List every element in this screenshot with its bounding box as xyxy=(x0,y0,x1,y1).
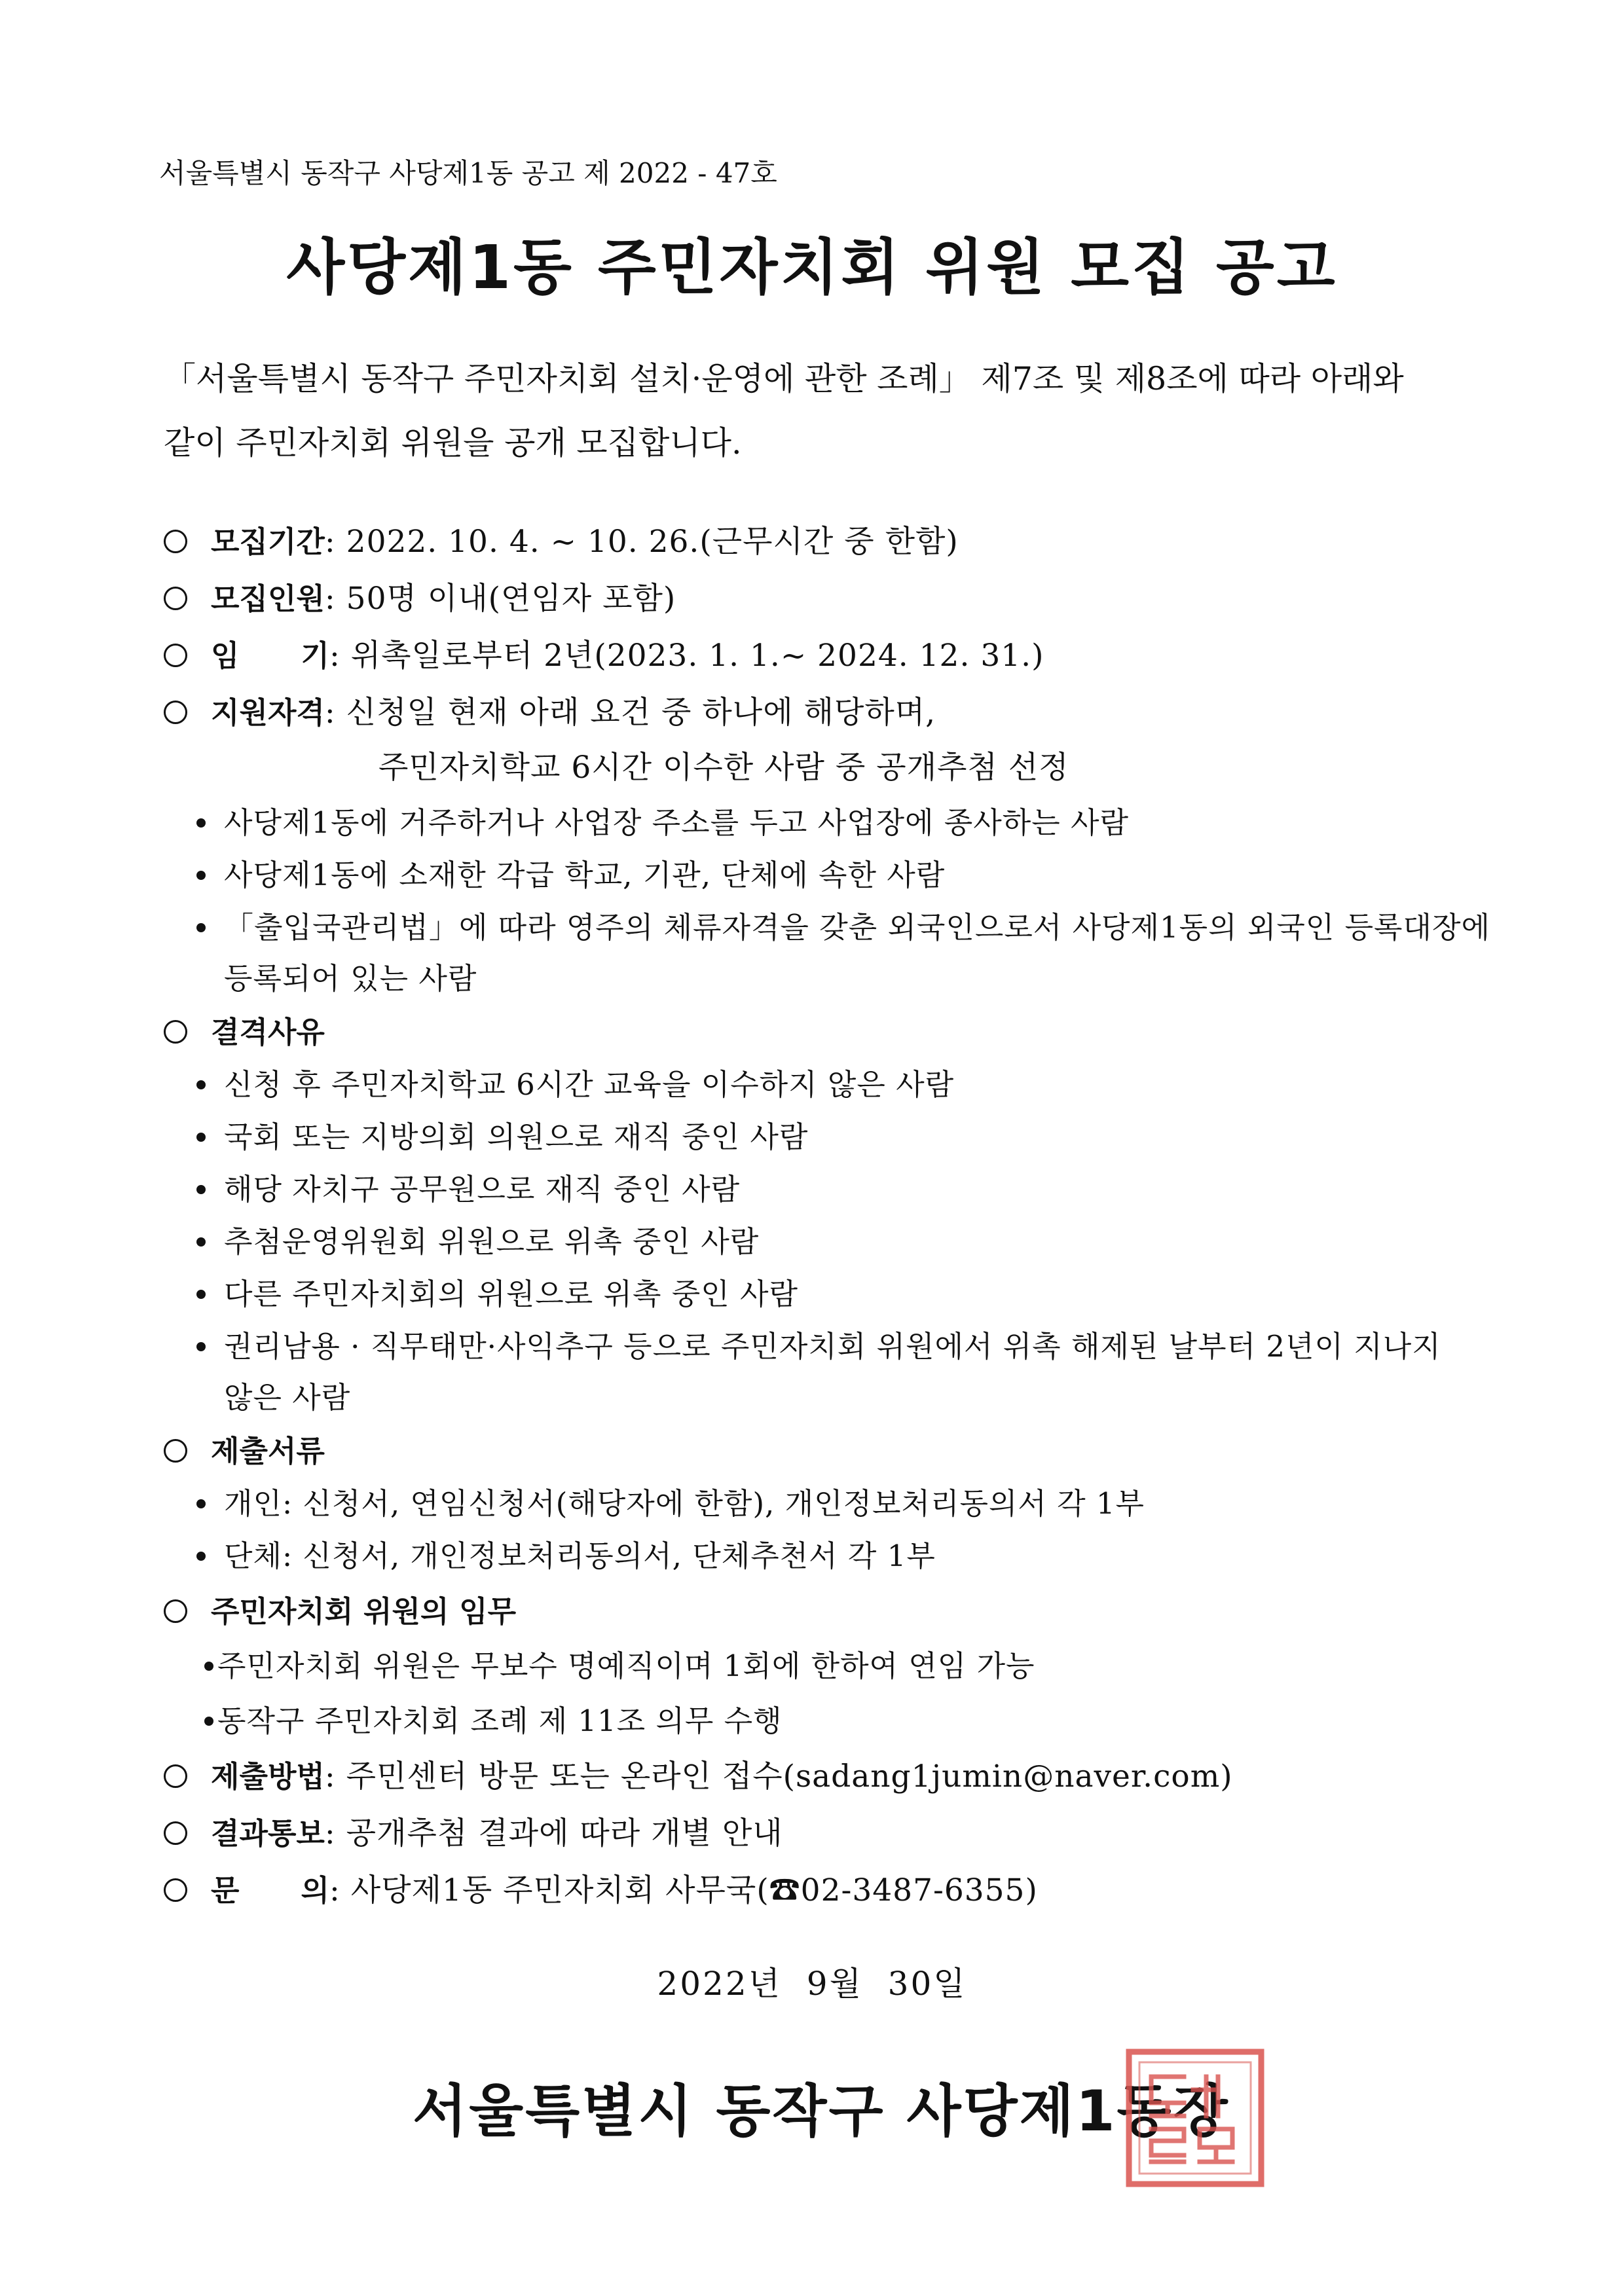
circle-bullet-icon xyxy=(164,644,187,667)
bullet-dot-icon xyxy=(196,923,206,932)
section-term xyxy=(164,631,1044,675)
number-label: 모집인원 xyxy=(211,581,325,616)
bullet-dot-icon xyxy=(196,1499,206,1508)
list-item: 신청 후 주민자치학교 6시간 교육을 이수하지 않은 사람 xyxy=(196,1061,954,1103)
page-title: 사당제1동 주민자치회 위원 모집 공고 xyxy=(286,232,1338,302)
list-item: 사당제1동에 거주하거나 사업장 주소를 두고 사업장에 종사하는 사람 xyxy=(196,799,1129,841)
list-item-continuation: 등록되어 있는 사람 xyxy=(224,961,477,996)
section-duties xyxy=(164,1588,516,1630)
bullet-dot-icon xyxy=(196,1080,206,1089)
list-item: 주민자치회 위원은 무보수 명예직이며 1회에 한하여 연임 가능 xyxy=(204,1642,1035,1685)
list-item: 해당 자치구 공무원으로 재직 중인 사람 xyxy=(196,1165,740,1208)
result-value: : 공개추첨 결과에 따라 개별 안내 xyxy=(324,1815,783,1851)
list-item: 사당제1동에 소재한 각급 학교, 기관, 단체에 속한 사람 xyxy=(196,851,945,894)
section-result xyxy=(164,1809,783,1853)
bullet-dot-icon xyxy=(204,1662,213,1671)
section-documents xyxy=(164,1427,325,1470)
bullet-dot-icon xyxy=(196,1237,206,1247)
period-value: : 2022. 10. 4. ~ 10. 26.(근무시간 중 한함) xyxy=(324,524,959,560)
official-seal-icon xyxy=(1120,2043,1270,2193)
circle-bullet-icon xyxy=(164,1764,187,1788)
list-item: 추첨운영위원회 위원으로 위촉 중인 사람 xyxy=(196,1218,759,1260)
notice-number: 서울특별시 동작구 사당제1동 공고 제 2022 - 47호 xyxy=(159,157,777,189)
qualification-value: : 신청일 현재 아래 요건 중 하나에 해당하며, xyxy=(324,695,936,731)
period-label: 모집기간 xyxy=(211,524,325,559)
method-value: : 주민센터 방문 또는 온라인 접수(sadang1jumin@naver.com) xyxy=(324,1758,1233,1795)
signatory: 서울특별시 동작구 사당제1동장 xyxy=(413,2079,1230,2144)
list-item: 동작구 주민자치회 조례 제 11조 의무 수행 xyxy=(204,1697,783,1740)
circle-bullet-icon xyxy=(164,530,187,553)
list-item: 개인: 신청서, 연임신청서(해당자에 한함), 개인정보처리동의서 각 1부 xyxy=(196,1480,1145,1522)
intro-paragraph xyxy=(164,347,1467,475)
bullet-dot-icon xyxy=(196,1342,206,1351)
method-label: 제출방법 xyxy=(211,1759,325,1794)
disqualification-label: 결격사유 xyxy=(211,1015,325,1049)
circle-bullet-icon xyxy=(164,1878,187,1902)
term-value: : 위촉일로부터 2년(2023. 1. 1.~ 2024. 12. 31.) xyxy=(329,638,1044,674)
list-item: 단체: 신청서, 개인정보처리동의서, 단체추천서 각 1부 xyxy=(196,1532,936,1575)
circle-bullet-icon xyxy=(164,1439,187,1463)
intro-line-2: 같이 주민자치회 위원을 공개 모집합니다. xyxy=(164,424,742,462)
circle-bullet-icon xyxy=(164,1020,187,1044)
section-disqualification xyxy=(164,1008,325,1051)
section-method xyxy=(164,1752,1233,1796)
qualification-label: 지원자격 xyxy=(211,695,325,730)
bullet-dot-icon xyxy=(196,818,206,828)
result-label: 결과통보 xyxy=(211,1816,325,1851)
section-qualification xyxy=(164,688,936,732)
documents-label: 제출서류 xyxy=(211,1434,325,1468)
inquiry-value: : 사당제1동 주민자치회 사무국(☎02-3487-6355) xyxy=(329,1872,1038,1908)
circle-bullet-icon xyxy=(164,701,187,724)
list-item: 국회 또는 지방의회 의원으로 재직 중인 사람 xyxy=(196,1113,808,1156)
section-period xyxy=(164,517,959,561)
list-item-continuation: 않은 사람 xyxy=(224,1380,351,1415)
list-item: 권리남용 · 직무태만·사익추구 등으로 주민자치회 위원에서 위촉 해제된 날부터 2년이 지나지 xyxy=(196,1322,1441,1365)
number-value: : 50명 이내(연임자 포함) xyxy=(324,581,676,617)
section-number xyxy=(164,574,676,618)
bullet-dot-icon xyxy=(204,1717,213,1726)
list-item: 다른 주민자치회의 위원으로 위촉 중인 사람 xyxy=(196,1270,798,1313)
circle-bullet-icon xyxy=(164,1821,187,1845)
bullet-dot-icon xyxy=(196,1185,206,1194)
inquiry-label: 문 의 xyxy=(211,1873,329,1908)
term-label: 임 기 xyxy=(211,638,329,673)
bullet-dot-icon xyxy=(196,1290,206,1299)
bullet-dot-icon xyxy=(196,1133,206,1142)
intro-line-1: 「서울특별시 동작구 주민자치회 설치·운영에 관한 조례」 제7조 및 제8조에 따라 아래와 xyxy=(164,360,1404,397)
bullet-dot-icon xyxy=(196,871,206,880)
list-item: 「출입국관리법」에 따라 영주의 체류자격을 갖춘 외국인으로서 사당제1동의 외국인 등록대장에 xyxy=(196,903,1490,946)
section-inquiry xyxy=(164,1866,1038,1910)
circle-bullet-icon xyxy=(164,1599,187,1623)
duties-label: 주민자치회 위원의 임무 xyxy=(211,1594,517,1629)
circle-bullet-icon xyxy=(164,587,187,610)
bullet-dot-icon xyxy=(196,1552,206,1561)
issue-date: 2022년 9월 30일 xyxy=(657,1965,967,2003)
qualification-value-2: 주민자치학교 6시간 이수한 사람 중 공개추첨 선정 xyxy=(378,750,1069,786)
